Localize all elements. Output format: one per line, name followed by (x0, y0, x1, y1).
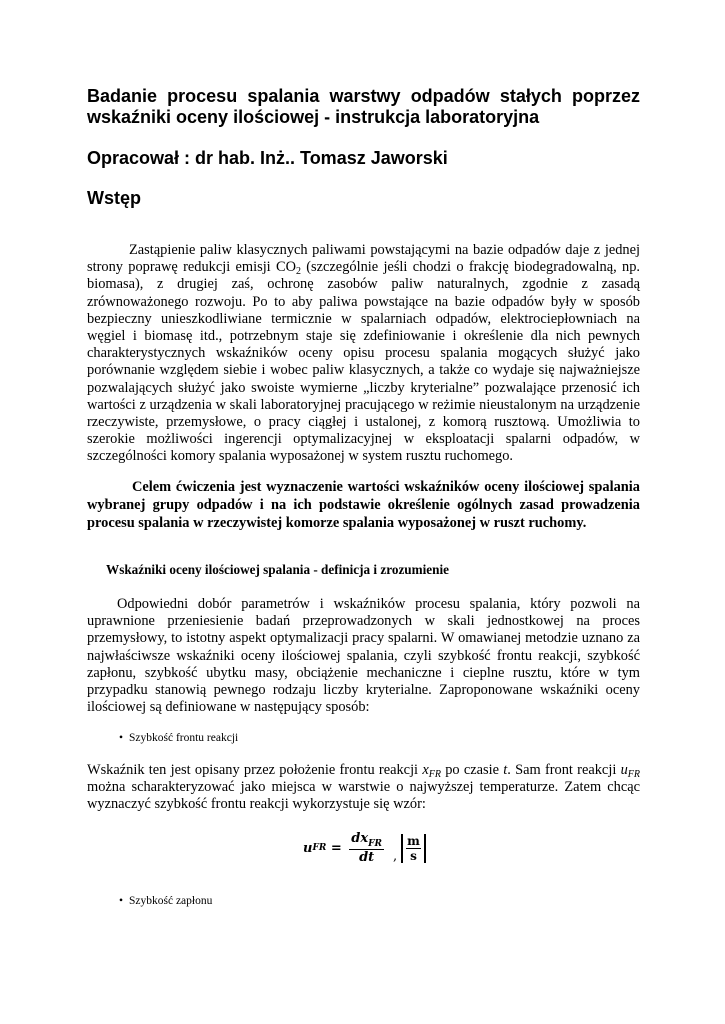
goal-paragraph: Celem ćwiczenia jest wyznaczenie wartości wskaźników oceny ilościowej spalania wybranej grupy odpadów i na ich podstawie określenie ogólnych zasad prowadzenia procesu spalania w rzeczywistej komorze spalania wyposażonej w ruszt ruchomy. (87, 479, 640, 531)
var-x-sub: FR (428, 769, 441, 780)
var-t: t (503, 762, 508, 778)
front-text-4: można scharakteryzować jako miejsca w warstwie o najwyższej temperaturze. Zatem chcąc wyznaczyć szybkość frontu reakcji wykorzystuje się wzór: (87, 779, 640, 813)
formula-unit-den: s (410, 848, 417, 863)
intro-heading: Wstęp (87, 188, 141, 208)
formula-numerator (349, 831, 384, 850)
bullet-ignition-speed-label: Szybkość zapłonu (129, 895, 213, 907)
bullet-ignition-speed (119, 894, 212, 908)
bullet-front-speed (119, 731, 238, 745)
bullet-dot-icon: • (119, 895, 124, 907)
document-title: Badanie procesu spalania warstwy odpadów stałych poprzez wskaźniki oceny ilościowej - instrukcja laboratoryjna (87, 86, 640, 127)
formula-fraction (349, 831, 384, 865)
intro-text-part1: Zastąpienie paliw klasycznych paliwami powstającymi na bazie odpadów daje z jednej strony poprawę redukcji emisji CO (87, 242, 640, 276)
var-u-sub: FR (627, 769, 640, 780)
section-paragraph: Odpowiedni dobór parametrów i wskaźników procesu spalania, który pozwoli na uprawnione przeniesienie badań przeprowadzonych w skali jednostkowej na proces przemysłowy, to istotny aspekt optymalizacji pracy spalarni. W omawianej metodzie uznano za najwłaściwsze wskaźniki oceny ilościowej spalania, czyli szybkość frontu reakcji, szybkość zapłonu, szybkość ubytku masy, obciążenie mechaniczne i cieplne rusztu, które w tym przypadku stanowią pewnego rodzaju liczby kryterialne. Zaproponowane wskaźniki oceny ilościowej są definiowane w następujący sposób: (87, 596, 640, 716)
document-author: Opracował : dr hab. Inż.. Tomasz Jaworski (87, 148, 448, 168)
formula-unit-num: m (407, 833, 420, 848)
var-u: u (620, 762, 628, 778)
formula-num-text: dx (351, 831, 369, 846)
front-paragraph (87, 762, 640, 814)
formula-lhs-sub: FR (312, 843, 327, 853)
front-text-3: . Sam front reakcji (507, 762, 621, 778)
section-heading: Wskaźniki oceny ilościowej spalania - definicja i zrozumienie (106, 562, 449, 577)
formula-lhs: u (303, 840, 313, 856)
formula-num-sub: FR (368, 839, 382, 849)
formula-comma: , (393, 849, 398, 864)
var-x: x (422, 762, 429, 778)
bullet-front-speed-label: Szybkość frontu reakcji (129, 732, 239, 744)
formula-denominator: dt (359, 850, 375, 865)
intro-paragraph (87, 242, 640, 466)
intro-text-part2: (szczególnie jeśli chodzi o frakcję biodegradowalną, np. biomasa), z drugiej zaś, ochronę zasobów paliw naturalnych, zgodnie z zasadą zrównoważonego rozwoju. Po to aby paliwa powstające na bazie odpadów były w sposób bezpieczny unieszkodliwiane termicznie w spalarniach odpadów, elektrociepłowniach na węgiel i biomasę itd., potrzebnym staje się zdefiniowanie i określenie dla nich pewnych charakterystycznych wskaźników oceny opisu procesu spalania mogących służyć jako porównanie względem siebie i wobec paliw klasycznych, a także co wydaje się najważniejsze pozwalających służyć jako swoiste wymierne „liczby kryterialne” pozwalające przenosić ich wartości z urządzenia w skali laboratoryjnej pracującego w reżimie nieustalonym na urządzenie rzeczywiste, przemysłowe, o pracy ciągłej i ustalonej, z komorą rusztową. Umożliwia to szerokie możliwości ingerencji optymalizacyjnej w eksploatacji spalarni odpadów, w szczególności komory spalania wyposażonej w system rusztu ruchomego. (87, 259, 640, 465)
formula-unit (401, 834, 426, 863)
front-text-1: Wskaźnik ten jest opisany przez położenie frontu reakcji (87, 762, 423, 778)
bullet-dot-icon: • (119, 732, 124, 744)
formula-equals: = (326, 840, 347, 856)
co2-subscript: 2 (295, 266, 301, 278)
front-speed-formula (303, 828, 426, 868)
front-text-2: po czasie (440, 762, 504, 778)
